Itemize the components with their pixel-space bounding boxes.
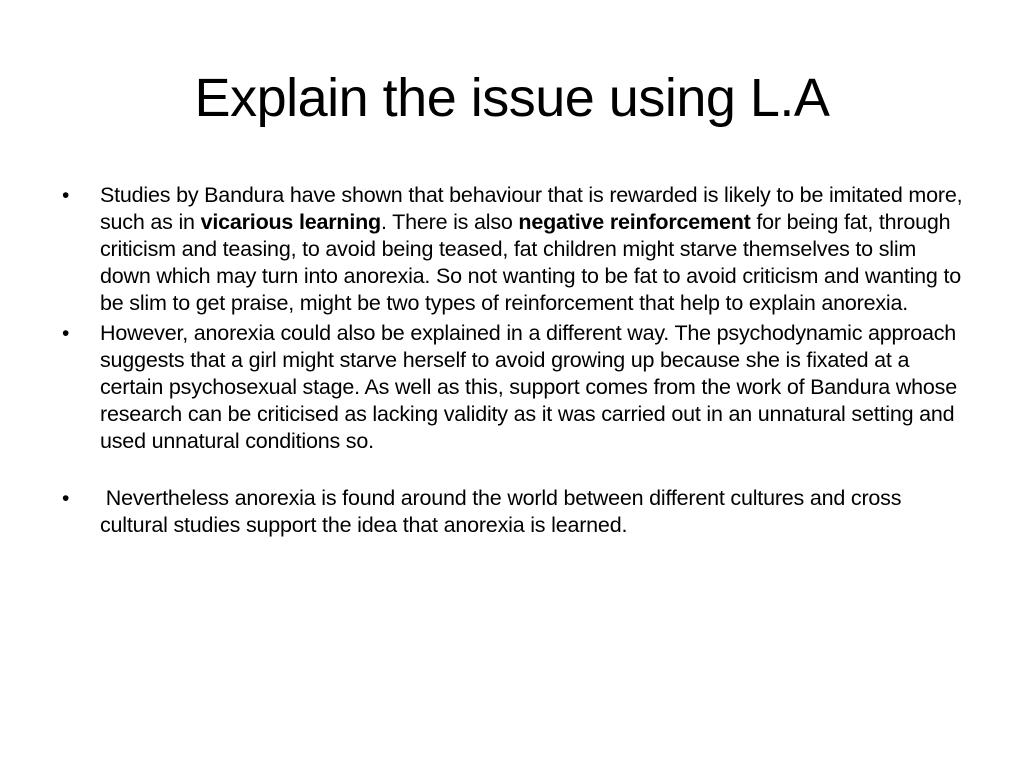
bullet-text-segment: Studies by Bandura have shown that behaviour that is rewarded is likely to be imitated more, such as in bbox=[100, 183, 963, 234]
bullet-text-segment: Nevertheless anorexia is found around the world between different cultures and cross cultural studies support the idea that anorexia is learned. bbox=[100, 486, 908, 537]
bullet-item bbox=[62, 320, 967, 455]
slide-title: Explain the issue using L.A bbox=[194, 68, 830, 128]
bullet-list bbox=[62, 182, 967, 539]
bullet-item bbox=[62, 485, 967, 539]
bullet-text-bold-segment: negative reinforcement bbox=[518, 210, 751, 234]
bullet-item bbox=[62, 182, 967, 317]
bullet-text-segment: . There is also bbox=[381, 210, 519, 234]
bullet-text-bold-segment: vicarious learning bbox=[200, 210, 381, 234]
bullet-icon: • bbox=[62, 322, 70, 345]
bullet-text-segment: However, anorexia could also be explained in a different way. The psychodynamic approach suggests that a girl might starve herself to avoid growing up because she is fixated at a certain psychosexual stage. As well as this, support comes from the work of Bandura whose research can be criticised as lacking validity as it was carried out in an unnatural setting and used unnatural conditions so. bbox=[100, 321, 957, 453]
bullet-icon: • bbox=[62, 184, 70, 207]
bullet-text-segment: for being fat, through criticism and teasing, to avoid being teased, fat children might starve themselves to slim down which may turn into anorexia. So not wanting to be fat to avoid criticism and wanting to be slim to get praise, might be two types of reinforcement that help to explain anorexia. bbox=[100, 210, 961, 315]
bullet-icon: • bbox=[62, 487, 70, 510]
